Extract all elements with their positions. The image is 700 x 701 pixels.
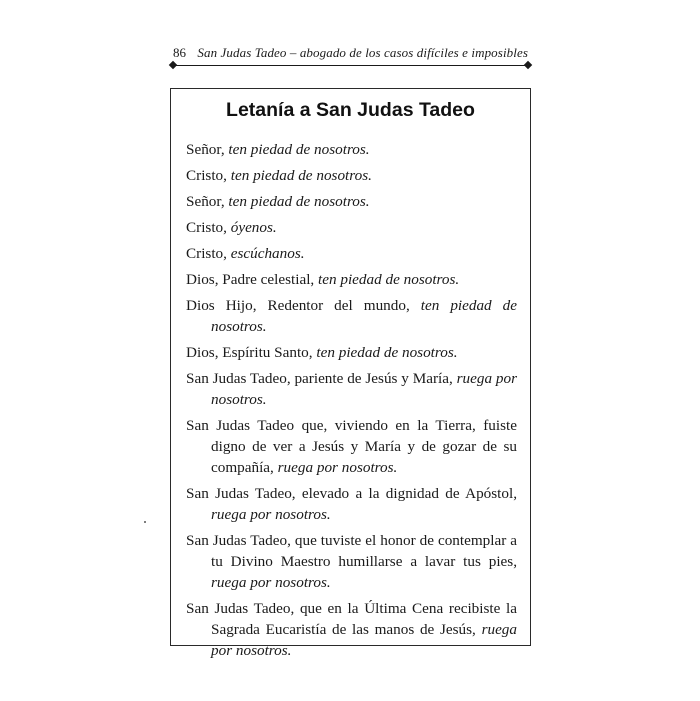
- response-text: ruega por nosotros.: [211, 370, 517, 408]
- response-text: ten piedad de nosotros.: [316, 344, 458, 361]
- invocation-text: Dios Hijo, Redentor del mundo,: [186, 297, 421, 314]
- header-rule: [173, 65, 528, 66]
- litany-line: [186, 165, 517, 186]
- invocation-text: San Judas Tadeo que, viviendo en la Tierra, fuiste digno de ver a Jesús y María y de gozar de su compañía,: [186, 417, 517, 476]
- running-title: San Judas Tadeo – abogado de los casos difíciles e imposibles: [197, 45, 528, 60]
- running-header: [173, 45, 530, 63]
- litany-line: [186, 342, 517, 363]
- litany-line: [186, 139, 517, 160]
- invocation-text: San Judas Tadeo, que tuviste el honor de contemplar a tu Divino Maestro humillarse a lavar tus pies,: [186, 532, 517, 570]
- stray-mark: [144, 521, 146, 523]
- litany-lines: [186, 139, 517, 666]
- response-text: ten piedad de nosotros.: [211, 297, 517, 335]
- litany-line: [186, 415, 517, 478]
- litany-line: [186, 243, 517, 264]
- invocation-text: Dios, Espíritu Santo,: [186, 344, 317, 361]
- response-text: escúchanos.: [230, 245, 305, 262]
- invocation-text: Señor,: [186, 141, 229, 158]
- invocation-text: Cristo,: [186, 245, 231, 262]
- invocation-text: Cristo,: [186, 167, 231, 184]
- litany-box: [170, 88, 531, 659]
- response-text: ten piedad de nosotros.: [228, 193, 370, 210]
- response-text: ruega por nosotros.: [211, 506, 331, 523]
- litany-line: [186, 217, 517, 238]
- invocation-text: Cristo,: [186, 219, 231, 236]
- litany-line: [186, 483, 517, 525]
- litany-line: [186, 191, 517, 212]
- litany-line: [186, 295, 517, 337]
- litany-line: [186, 598, 517, 661]
- invocation-text: San Judas Tadeo, que en la Última Cena recibiste la Sagrada Eucaristía de las manos de Jesús,: [186, 600, 517, 638]
- rule-right-diamond-icon: [524, 61, 532, 69]
- response-text: ten piedad de nosotros.: [318, 271, 460, 288]
- litany-line: [186, 368, 517, 410]
- response-text: ten piedad de nosotros.: [228, 141, 370, 158]
- litany-title: Letanía a San Judas Tadeo: [226, 99, 475, 121]
- invocation-text: Dios, Padre celestial,: [186, 271, 319, 288]
- response-text: óyenos.: [230, 219, 277, 236]
- page-number: 86: [173, 45, 186, 60]
- response-text: ruega por nosotros.: [211, 574, 331, 591]
- invocation-text: San Judas Tadeo, pariente de Jesús y María,: [186, 370, 457, 387]
- response-text: ruega por nosotros.: [211, 621, 517, 659]
- response-text: ten piedad de nosotros.: [230, 167, 372, 184]
- response-text: ruega por nosotros.: [277, 459, 398, 476]
- litany-line: [186, 530, 517, 593]
- invocation-text: Señor,: [186, 193, 229, 210]
- invocation-text: San Judas Tadeo, elevado a la dignidad de Apóstol,: [186, 485, 517, 502]
- litany-line: [186, 269, 517, 290]
